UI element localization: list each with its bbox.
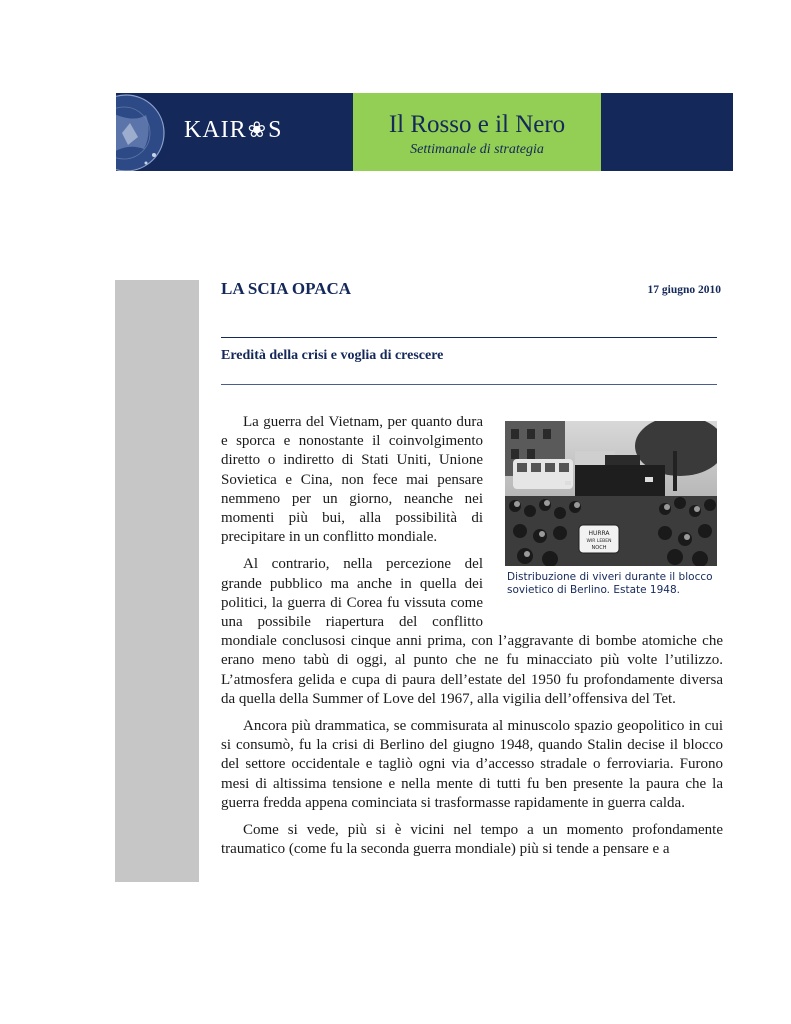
divider — [221, 384, 717, 385]
svg-text:WIR LEBEN: WIR LEBEN — [586, 539, 612, 544]
magazine-title-box — [353, 93, 601, 171]
svg-text:NOCH: NOCH — [591, 545, 607, 551]
paragraph: La guerra del Vietnam, per quanto dura e sporca e nonostante il coinvolgimento diretto o indiretto di Stati Uniti, Unione Sovietica e Cina, non fece mai pensare nemmeno per un giorno, neanche nei momenti più bui, alla possibilità di precipitare in un conflitto mondiale. — [221, 414, 483, 546]
kairos-brand: KAIR❀S — [184, 117, 283, 143]
divider — [221, 337, 717, 338]
article-subtitle: Eredità della crisi e voglia di crescere — [221, 348, 444, 363]
photo-spacer — [483, 413, 723, 631]
kairos-star-icon: ❀ — [247, 117, 268, 142]
magazine-subtitle: Settimanale di strategia — [410, 142, 544, 157]
article-body — [221, 413, 723, 867]
magazine-title: Il Rosso e il Nero — [388, 111, 566, 138]
svg-text:HURRA: HURRA — [588, 530, 610, 537]
paragraph: Ancora più drammatica, se commisurata al minuscolo spazio geopolitico in cui si consumò, fu la crisi di Berlino del giugno 1948, quando Stalin decise il blocco del settore occidentale e tagliò ogni via d’accesso stradale o ferroviaria. Furono mesi di altissima tensione e nella mente di tutti fu ben presente la paura che la guerra fredda appena cominciata si trasformasse rapidamente in guerra calda. — [221, 718, 723, 811]
globe-logo-icon — [116, 93, 168, 171]
paragraph: Al contrario, nella percezione del grande pubblico ma anche in quella dei politici, la guerra di Corea fu vissuta come una possibile riapertura del conflitto mondiale conclusosi cinque anni prima, con l’aggravante di bombe atomiche che erano meno tabù di oggi, al punto che ne fu minacciato più volte l’utilizzo. L’atmosfera gelida e cupa di paura dell’estate del 1950 fu profondamente diversa da quella della Summer of Love del 1967, alla vigilia dell’offensiva del Tet. — [221, 556, 723, 707]
side-bar — [115, 280, 199, 882]
photo-caption: Distribuzione di viveri durante il blocco sovietico di Berlino. Estate 1948. — [507, 571, 713, 596]
paragraph: Come si vede, più si è vicini nel tempo a un momento profondamente traumatico (come fu la seconda guerra mondiale) più si tende a pensare e a — [221, 822, 723, 858]
section-title: LA SCIA OPACA — [221, 279, 352, 298]
article-date: 17 giugno 2010 — [647, 284, 721, 296]
header-banner — [116, 93, 733, 171]
